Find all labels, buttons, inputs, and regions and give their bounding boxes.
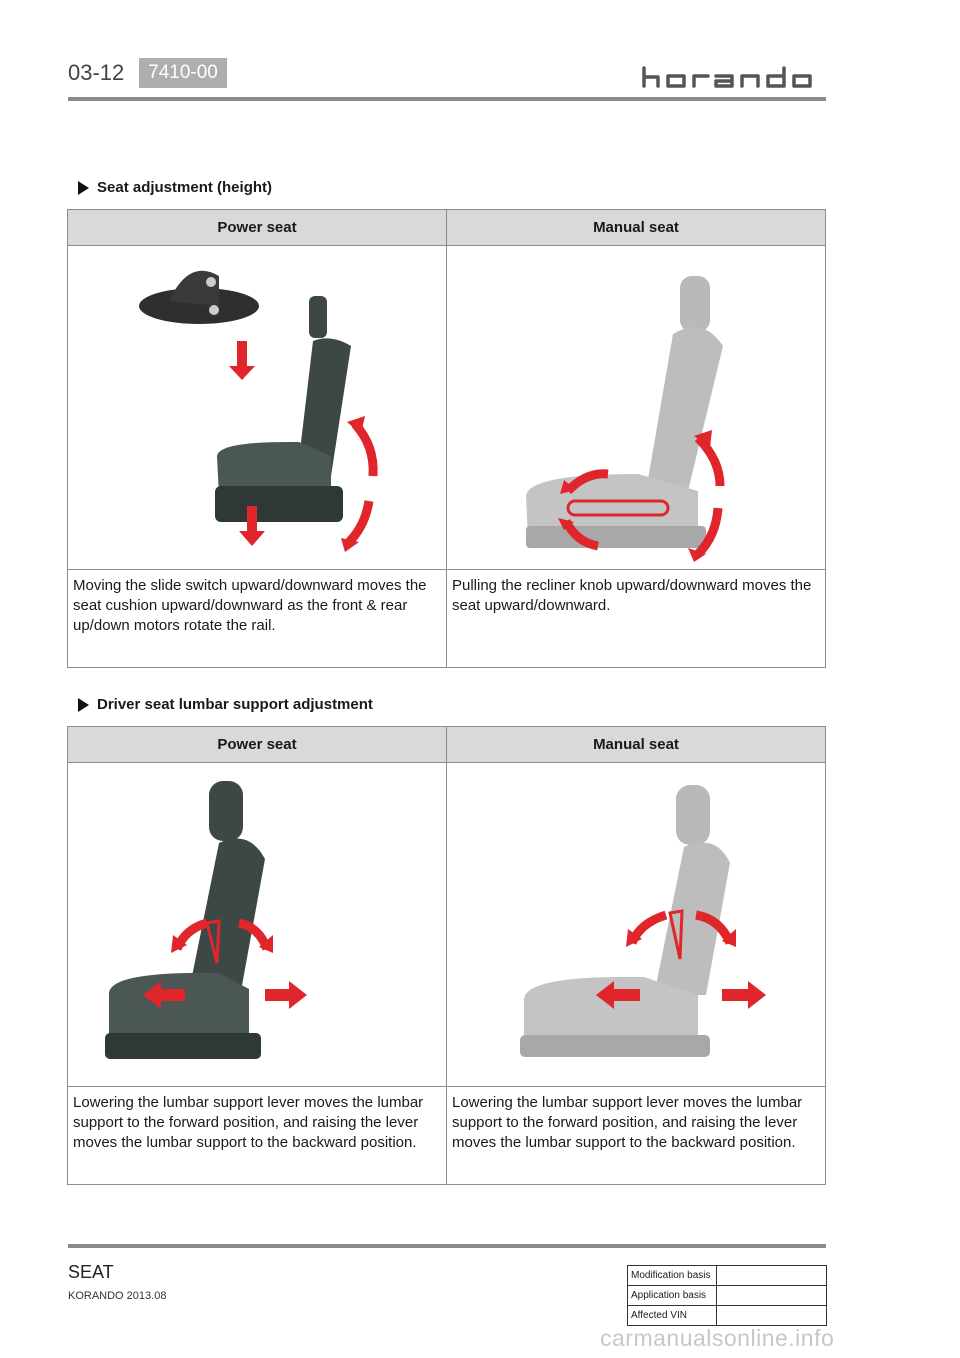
header-rule [68, 97, 826, 101]
footer-model-date: KORANDO 2013.08 [68, 1290, 167, 1302]
lumbar-support-table [67, 726, 826, 1185]
mod-label: Affected VIN [628, 1306, 717, 1326]
column-header-manual-seat: Manual seat [447, 727, 826, 763]
column-header-power-seat: Power seat [68, 727, 447, 763]
power-seat-lumbar-illustration [69, 763, 445, 1081]
mod-label: Modification basis [628, 1266, 717, 1286]
section-heading-text: Driver seat lumbar support adjustment [97, 696, 373, 713]
section-heading-lumbar [78, 696, 373, 713]
section-heading-seat-height [78, 179, 272, 196]
manual-seat-lumbar-illustration [448, 763, 824, 1081]
seat-height-table [67, 209, 826, 668]
power-seat-height-illustration [69, 246, 445, 564]
table-row [628, 1266, 827, 1286]
modification-table [627, 1265, 827, 1326]
watermark-text: carmanualsonline.info [600, 1325, 835, 1351]
manual-seat-lumbar-description: Lowering the lumbar support lever moves the lumbar support to the forward position, and raising the lever moves the lumbar support to the backward position. [447, 1087, 826, 1185]
section-heading-text: Seat adjustment (height) [97, 179, 273, 196]
manual-seat-lumbar-figure [447, 763, 826, 1087]
manual-seat-height-illustration [448, 246, 824, 564]
footer-rule [68, 1244, 826, 1248]
column-header-manual-seat: Manual seat [447, 210, 826, 246]
page-number: 03-12 [68, 60, 125, 85]
bullet-triangle-icon [78, 181, 89, 195]
mod-value [717, 1286, 827, 1306]
korando-logo [640, 64, 828, 90]
footer-section-name: SEAT [68, 1262, 114, 1282]
mod-value [717, 1266, 827, 1286]
manual-seat-height-figure [447, 246, 826, 570]
section-code-badge: 7410-00 [139, 58, 227, 88]
manual-seat-height-description: Pulling the recliner knob upward/downward moves the seat upward/downward. [447, 570, 826, 668]
power-seat-height-description: Moving the slide switch upward/downward moves the seat cushion upward/downward as the front & rear up/down motors rotate the rail. [68, 570, 447, 668]
column-header-power-seat: Power seat [68, 210, 447, 246]
power-seat-lumbar-figure [68, 763, 447, 1087]
power-seat-height-figure [68, 246, 447, 570]
power-seat-lumbar-description: Lowering the lumbar support lever moves the lumbar support to the forward position, and raising the lever moves the lumbar support to the backward position. [68, 1087, 447, 1185]
table-row [628, 1286, 827, 1306]
bullet-triangle-icon [78, 698, 89, 712]
table-row [628, 1306, 827, 1326]
mod-value [717, 1306, 827, 1326]
mod-label: Application basis [628, 1286, 717, 1306]
